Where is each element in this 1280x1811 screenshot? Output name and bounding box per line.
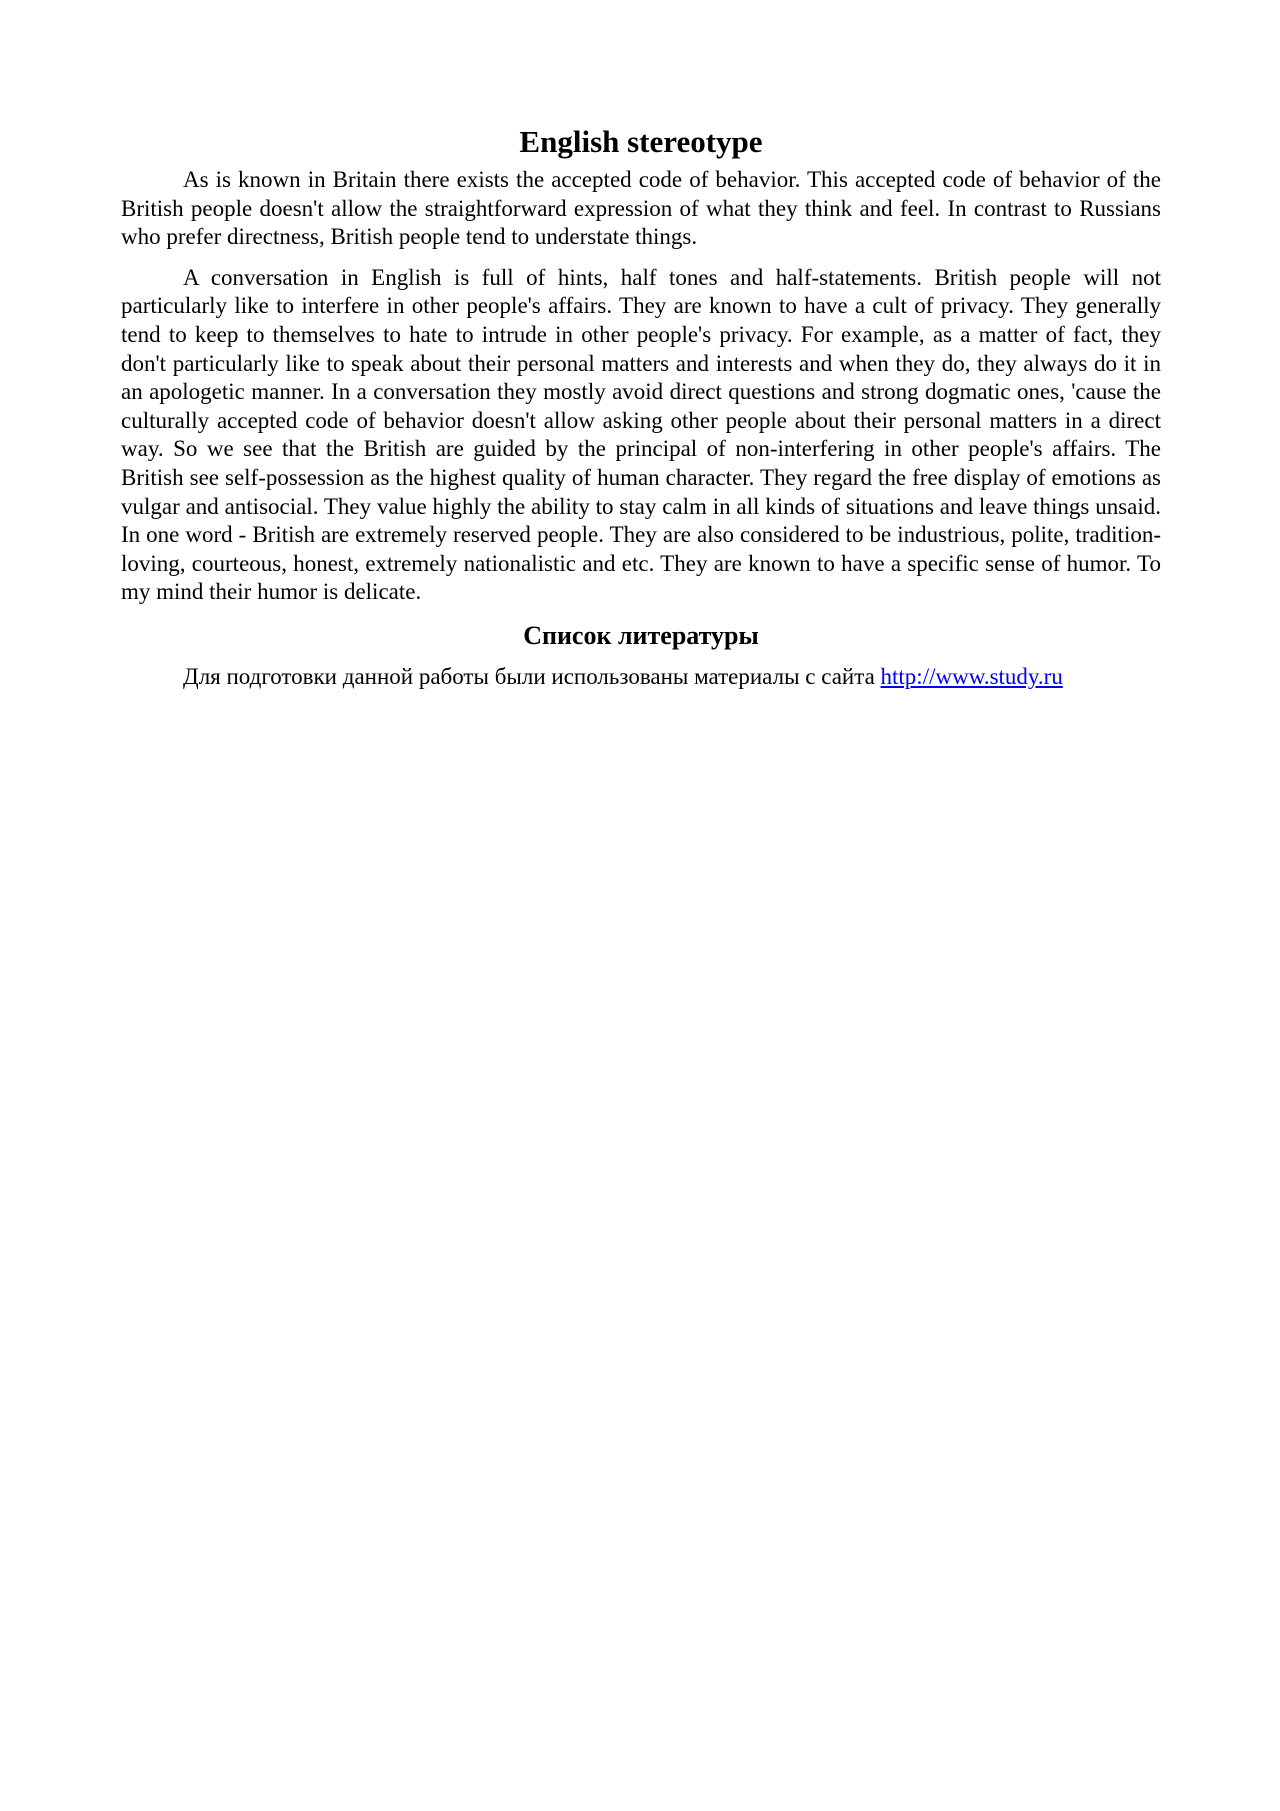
document-page (121, 118, 1161, 704)
body-paragraph-1: As is known in Britain there exists the accepted code of behavior. This accepted code of behavior of the British people doesn't allow the straightforward expression of what they think and feel. In contrast to Russians who prefer directness, British people tend to understate things. (121, 167, 1161, 250)
references-text: Для подготовки данной работы были использованы материалы с сайта (183, 663, 881, 689)
references-heading: Список литературы (523, 620, 759, 650)
document-title: English stereotype (519, 124, 763, 159)
body-paragraph-2: A conversation in English is full of hints, half tones and half-statements. British people will not particularly like to interfere in other people's affairs. They are known to have a cult of privacy. They generally tend to keep to themselves to hate to intrude in other people's privacy. For example, as a matter of fact, they don't particularly like to speak about their personal matters and interests and when they do, they always do it in an apologetic manner. In a conversation they mostly avoid direct questions and strong dogmatic ones, 'cause the culturally accepted code of behavior doesn't allow asking other people about their personal matters in a direct way. So we see that the British are guided by the principal of non-interfering in other people's affairs. The British see self-possession as the highest quality of human character. They regard the free display of emotions as vulgar and antisocial. They value highly the ability to stay calm in all kinds of situations and leave things unsaid. In one word - British are extremely reserved people. They are also considered to be industrious, polite, tradition-loving, courteous, honest, extremely nationalistic and etc. They are known to have a specific sense of humor. To my mind their humor is delicate. (121, 264, 1161, 605)
source-link[interactable]: http://www.study.ru (880, 663, 1063, 689)
references-paragraph (121, 663, 1161, 692)
